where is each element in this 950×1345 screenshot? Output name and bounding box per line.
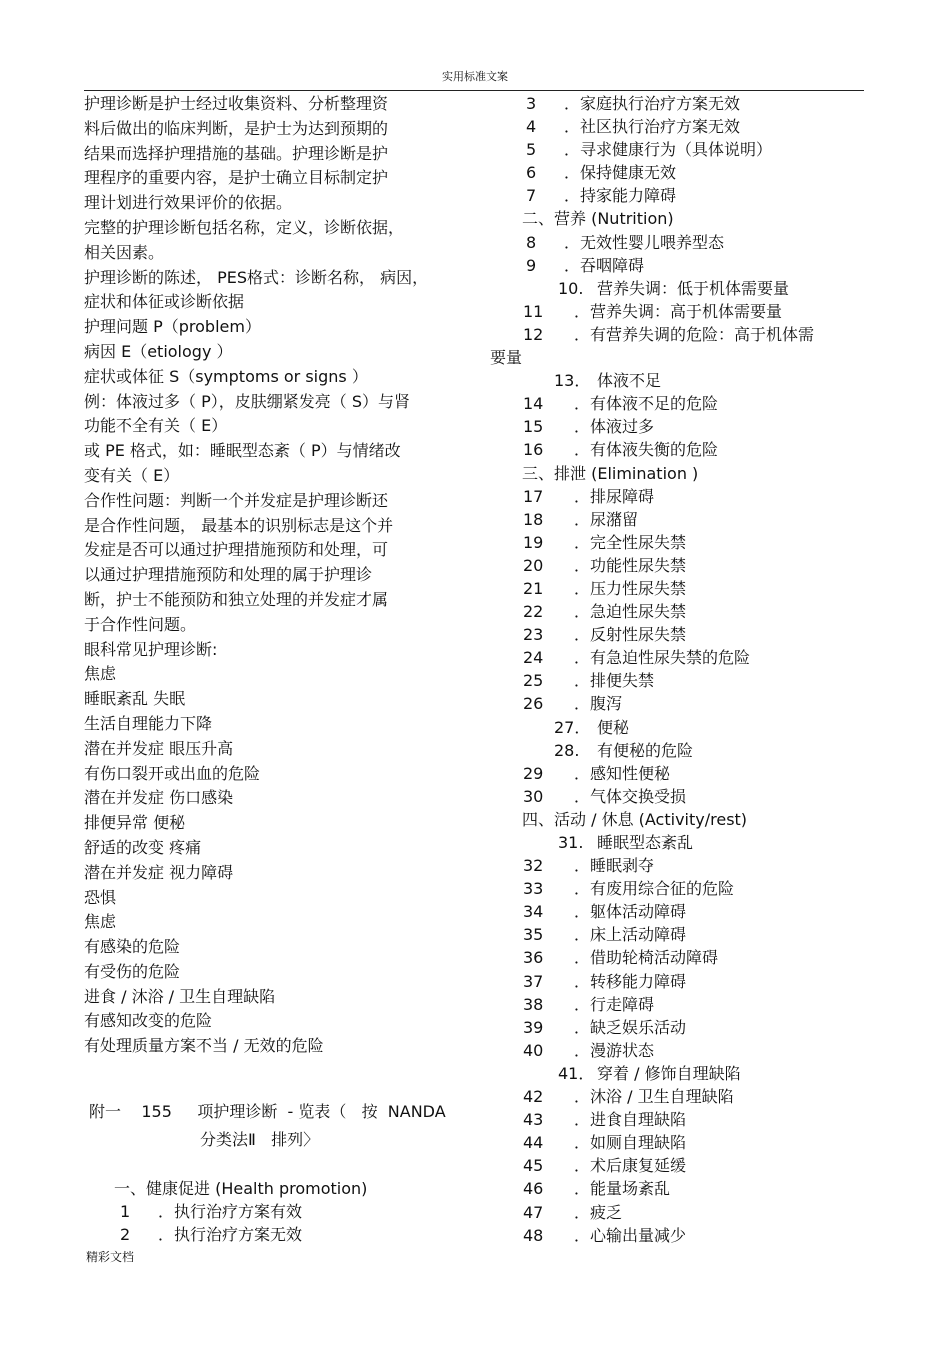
text-line: 有受伤的危险 [84, 961, 181, 981]
item-text: ．体液过多 [574, 417, 655, 437]
item-number: 6 [526, 163, 537, 183]
section-heading: 一、健康促进 (Health promotion) [114, 1179, 368, 1198]
item-text: ．保持健康无效 [564, 163, 677, 183]
item-number: 42 [523, 1087, 544, 1107]
text-line: 有感染的危险 [84, 937, 181, 957]
item-number: 12 [523, 324, 544, 344]
right-column [490, 92, 860, 1247]
item-text: ．有体液不足的危险 [574, 394, 719, 414]
item-text: 营养失调：低于机体需要量 [597, 278, 790, 298]
list-item [490, 1062, 860, 1085]
left-column [84, 92, 474, 1059]
item-number: 29 [523, 763, 544, 783]
item-number: 15 [523, 417, 544, 437]
list-item [490, 485, 860, 508]
item-text: ．借助轮椅活动障碍 [574, 948, 719, 968]
text-line: 或 PE 格式，如：睡眠型态紊（ P）与情绪改 [84, 441, 401, 461]
list-item [84, 1200, 474, 1223]
list-item [490, 762, 860, 785]
list-item [490, 739, 860, 762]
list-item [490, 993, 860, 1016]
item-number: 18 [523, 509, 544, 529]
item-number: 25 [523, 671, 544, 691]
item-text: ．缺乏娱乐活动 [574, 1017, 687, 1037]
list-item [490, 184, 860, 207]
item-text: ．气体交换受损 [574, 786, 687, 806]
list-item [490, 115, 860, 138]
item-text: ．床上活动障碍 [574, 925, 687, 945]
item-text: ．功能性尿失禁 [574, 555, 687, 575]
text-line: 例：体液过多（ P），皮肤绷紧发亮（ S）与肾 [84, 391, 410, 411]
list-item [490, 1131, 860, 1154]
item-number: 1 [120, 1202, 131, 1221]
text-line: 焦虑 [84, 912, 117, 932]
list-item [490, 831, 860, 854]
item-number: 2 [120, 1225, 131, 1245]
item-number: 19 [523, 532, 544, 552]
item-text: ．持家能力障碍 [564, 186, 677, 206]
item-text: 有便秘的危险 [597, 740, 694, 760]
item-number: 3 [526, 94, 537, 113]
list-item [490, 946, 860, 969]
item-text: ．执行治疗方案无效 [158, 1225, 303, 1245]
text-line: 发症是否可以通过护理措施预防和处理，可 [84, 540, 389, 560]
item-number: 44 [523, 1133, 544, 1153]
text-line: 舒适的改变 疼痛 [84, 837, 202, 857]
list-item [490, 438, 860, 461]
list-item [490, 554, 860, 577]
item-text: ．排便失禁 [574, 671, 655, 691]
item-number: 7 [526, 186, 537, 206]
item-text: ．急迫性尿失禁 [574, 602, 687, 622]
appendix-title-line2: 分类法Ⅱ 排列〉 [200, 1130, 320, 1149]
item-number: 20 [523, 555, 544, 575]
item-number: 24 [523, 648, 544, 668]
list-item [490, 877, 860, 900]
text-line: 焦虑 [84, 664, 117, 684]
item-number: 22 [523, 602, 544, 622]
text-line: 症状和体征或诊断依据 [84, 292, 245, 312]
text-line: 睡眠紊乱 失眠 [84, 689, 186, 709]
item-number: 13． [554, 371, 591, 391]
item-number: 47 [523, 1202, 544, 1222]
text-line: 相关因素。 [84, 242, 165, 262]
text-line: 病因 E（etiology ） [84, 341, 233, 361]
item-number: 35 [523, 925, 544, 945]
text-line: 潜在并发症 眼压升高 [84, 738, 234, 758]
item-text: ．感知性便秘 [574, 763, 671, 783]
list-item [490, 323, 860, 346]
text-line: 结果而选择护理措施的基础。护理诊断是护 [84, 143, 389, 163]
item-number: 4 [526, 117, 537, 137]
list-item [490, 161, 860, 184]
appendix-title [84, 1098, 484, 1154]
item-text: 睡眠型态紊乱 [597, 833, 694, 852]
appendix-title-line1: 附一 155 项护理诊断 - 览表（ 按 NANDA [89, 1102, 446, 1121]
item-text: ．社区执行治疗方案无效 [564, 117, 741, 137]
page-header: 实用标准文案 [442, 70, 508, 83]
text-line: 是合作性问题， 最基本的识别标志是这个并 [84, 515, 394, 535]
list-item [490, 623, 860, 646]
list-item [490, 1039, 860, 1062]
item-number: 34 [523, 902, 544, 922]
text-line: 护理问题 P（problem） [84, 317, 261, 337]
text-line: 进食 / 沐浴 / 卫生自理缺陷 [84, 986, 276, 1006]
list-item [490, 923, 860, 946]
list-item [490, 1224, 860, 1247]
item-text: ．进食自理缺陷 [574, 1110, 687, 1130]
text-line: 功能不全有关（ E） [84, 416, 228, 436]
item-number: 30 [523, 786, 544, 806]
appendix-section-health [84, 1177, 474, 1246]
list-item [490, 392, 860, 415]
text-line: 潜在并发症 伤口感染 [84, 788, 234, 808]
item-number: 36 [523, 948, 544, 968]
text-line: 生活自理能力下降 [84, 713, 213, 733]
list-item [490, 600, 860, 623]
text-line: 排便异常 便秘 [84, 813, 186, 833]
text-line: 有感知改变的危险 [84, 1011, 213, 1031]
text-line: 合作性问题：判断一个并发症是护理诊断还 [84, 490, 389, 510]
list-item [490, 138, 860, 161]
item-text: ．心输出量减少 [574, 1225, 687, 1245]
item-text: ．营养失调：高于机体需要量 [574, 301, 783, 321]
text-line: 变有关（ E） [84, 465, 180, 485]
item-number: 8 [526, 232, 537, 252]
list-item [490, 92, 860, 115]
item-number: 21 [523, 578, 544, 598]
list-item [490, 1016, 860, 1039]
item-text: ．转移能力障碍 [574, 971, 687, 991]
list-item [490, 300, 860, 323]
item-text: ．吞咽障碍 [564, 255, 645, 275]
item-number: 27． [554, 717, 591, 737]
item-text: ．家庭执行治疗方案无效 [564, 94, 741, 113]
list-item [490, 531, 860, 554]
item-number: 31. [558, 833, 584, 852]
text-line: 以通过护理措施预防和处理的属于护理诊 [84, 565, 373, 585]
list-item [490, 415, 860, 438]
item-text: ．尿潴留 [574, 509, 639, 529]
item-text: ．行走障碍 [574, 994, 655, 1014]
item-text: ．压力性尿失禁 [574, 578, 687, 598]
list-item [490, 1177, 860, 1200]
list-item [490, 970, 860, 993]
item-number: 11 [523, 301, 544, 321]
item-text: ．有营养失调的危险：高于机体需 [574, 324, 815, 344]
text-line: 潜在并发症 视力障碍 [84, 862, 234, 882]
item-text: ．寻求健康行为（具体说明） [564, 140, 773, 160]
list-item [490, 254, 860, 277]
item-number: 14 [523, 394, 544, 414]
header-rule [84, 90, 864, 91]
item-number: 48 [523, 1225, 544, 1245]
item-text: ．有体液失衡的危险 [574, 440, 719, 460]
text-line: 有伤口裂开或出血的危险 [84, 763, 261, 783]
list-item [490, 646, 860, 669]
list-item [490, 785, 860, 808]
item-text: ．反射性尿失禁 [574, 625, 687, 645]
item-text: ．完全性尿失禁 [574, 532, 687, 552]
item-number: 38 [523, 994, 544, 1014]
item-text: ．有急迫性尿失禁的危险 [574, 648, 751, 668]
text-line: 断，护士不能预防和独立处理的并发症才属 [84, 589, 389, 609]
item-number: 26 [523, 694, 544, 714]
section-heading: 四、活动 / 休息 (Activity/rest) [522, 809, 748, 829]
item-text: ．有废用综合征的危险 [574, 879, 735, 899]
item-text: ．睡眠剥夺 [574, 856, 655, 876]
item-number: 28. [554, 740, 580, 760]
item-text: ．如厕自理缺陷 [574, 1133, 687, 1153]
list-item [490, 369, 860, 392]
item-number: 39 [523, 1017, 544, 1037]
item-number: 9 [526, 255, 537, 275]
list-item [490, 231, 860, 254]
item-number: 33 [523, 879, 544, 899]
page-footer: 精彩文档 [86, 1250, 135, 1264]
text-line: 症状或体征 S（symptoms or signs ） [84, 366, 368, 386]
item-text: ．执行治疗方案有效 [158, 1202, 303, 1221]
list-item [490, 277, 860, 300]
list-item [490, 1085, 860, 1108]
text-line: 于合作性问题。 [84, 614, 197, 634]
item-number: 46 [523, 1179, 544, 1199]
item-number: 16 [523, 440, 544, 460]
list-item [490, 1154, 860, 1177]
list-item [490, 692, 860, 715]
item-text: ．漫游状态 [574, 1040, 655, 1060]
text-line: 恐惧 [84, 887, 117, 907]
item-text: ．疲乏 [574, 1202, 623, 1222]
item-text: ．腹泻 [574, 694, 623, 714]
text-line: 眼科常见护理诊断: [84, 639, 218, 659]
item-text: ．无效性婴儿喂养型态 [564, 232, 725, 252]
list-item [490, 716, 860, 739]
item-text: 穿着 / 修饰自理缺陷 [597, 1063, 741, 1083]
item-text: 体液不足 [597, 371, 662, 391]
item-text: ．排尿障碍 [574, 486, 655, 506]
item-text: ．躯体活动障碍 [574, 902, 687, 922]
text-line: 理计划进行效果评价的依据。 [84, 193, 293, 213]
item-number: 45 [523, 1156, 544, 1176]
item-number: 17 [523, 486, 544, 506]
item-number: 40 [523, 1040, 544, 1060]
item-continuation: 要量 [490, 348, 523, 368]
list-item [490, 900, 860, 923]
text-line: 护理诊断是护士经过收集资料、分析整理资 [84, 94, 389, 113]
list-item [490, 854, 860, 877]
list-item [490, 508, 860, 531]
item-text: 便秘 [597, 717, 630, 737]
list-item [490, 1108, 860, 1131]
list-item [490, 1201, 860, 1224]
item-number: 32 [523, 856, 544, 876]
item-number: 23 [523, 625, 544, 645]
item-number: 5 [526, 140, 537, 160]
item-number: 43 [523, 1110, 544, 1130]
text-line: 理程序的重要内容，是护士确立目标制定护 [84, 168, 389, 188]
list-item [490, 669, 860, 692]
item-text: ．沐浴 / 卫生自理缺陷 [574, 1087, 734, 1107]
item-text: ．能量场紊乱 [574, 1179, 671, 1199]
text-line: 护理诊断的陈述， PES格式：诊断名称， 病因， [84, 267, 429, 287]
list-item [84, 1223, 474, 1246]
item-number: 10. [558, 278, 584, 298]
text-line: 有处理质量方案不当 / 无效的危险 [84, 1036, 324, 1056]
section-heading: 三、排泄 (Elimination ) [522, 463, 699, 483]
item-text: ．术后康复延缓 [574, 1156, 687, 1176]
text-line: 完整的护理诊断包括名称，定义，诊断依据， [84, 217, 405, 237]
item-number: 41． [558, 1063, 595, 1083]
section-heading: 二、营养 (Nutrition) [522, 209, 674, 229]
list-item [490, 577, 860, 600]
item-number: 37 [523, 971, 544, 991]
text-line: 料后做出的临床判断，是护士为达到预期的 [84, 118, 389, 138]
